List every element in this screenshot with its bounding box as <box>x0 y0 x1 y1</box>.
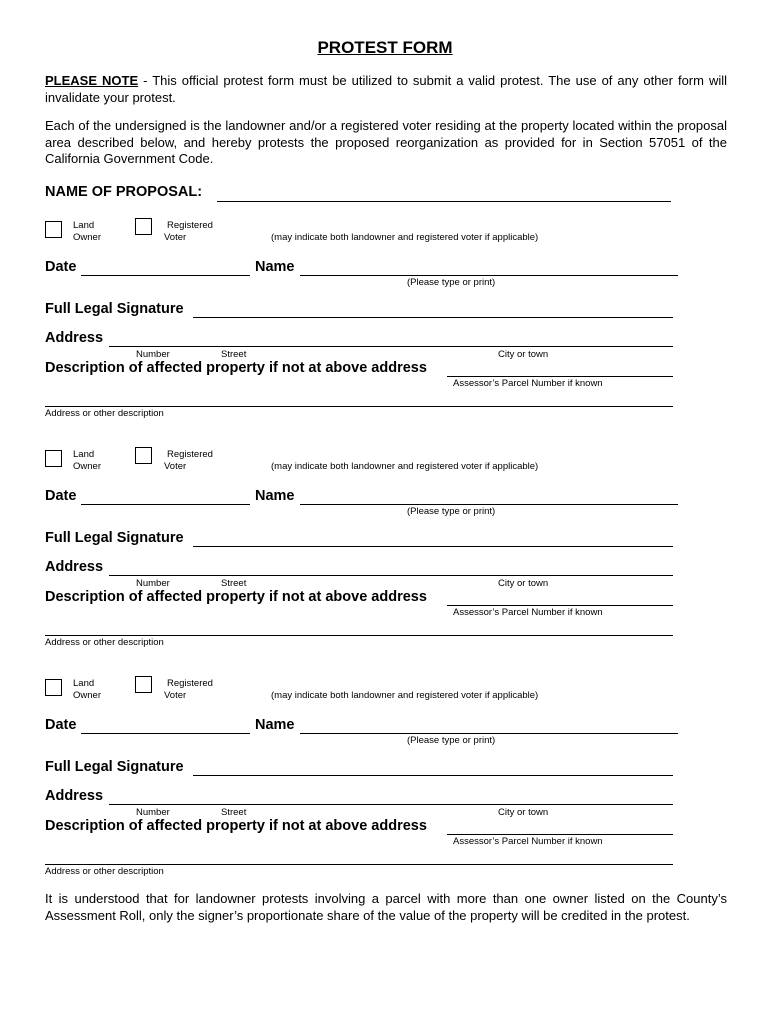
proposal-label: NAME OF PROPOSAL: <box>45 184 203 200</box>
name-hint: (Please type or print) <box>407 277 496 288</box>
date-label: Date <box>45 717 77 733</box>
parcel-number-field[interactable] <box>447 834 673 835</box>
description-label: Description of affected property if not at above address <box>45 360 427 376</box>
other-description-hint: Address or other description <box>45 637 164 648</box>
name-label: Name <box>255 717 295 733</box>
address-field[interactable] <box>109 575 673 576</box>
other-description-field[interactable] <box>45 864 673 865</box>
name-hint: (Please type or print) <box>407 735 496 746</box>
please-note-paragraph <box>45 73 727 106</box>
signature-label: Full Legal Signature <box>45 759 184 775</box>
form-title: PROTEST FORM <box>317 38 453 57</box>
name-field[interactable] <box>300 275 678 276</box>
date-field[interactable] <box>81 504 250 505</box>
registered-voter-label: Registered Voter <box>164 449 213 472</box>
land-owner-label: Land Owner <box>73 220 101 243</box>
land-owner-label: Land Owner <box>73 678 101 701</box>
street-hint: Street <box>221 807 247 818</box>
signature-label: Full Legal Signature <box>45 301 184 317</box>
land-owner-checkbox[interactable] <box>45 679 62 696</box>
signature-label: Full Legal Signature <box>45 530 184 546</box>
date-field[interactable] <box>81 275 250 276</box>
address-field[interactable] <box>109 346 673 347</box>
city-hint: City or town <box>498 578 549 589</box>
signature-field[interactable] <box>193 546 673 547</box>
parcel-hint: Assessor’s Parcel Number if known <box>453 836 603 847</box>
please-note-label: PLEASE NOTE <box>45 73 139 88</box>
signature-field[interactable] <box>193 317 673 318</box>
other-description-field[interactable] <box>45 406 673 407</box>
land-owner-checkbox[interactable] <box>45 221 62 238</box>
address-label: Address <box>45 788 104 804</box>
registered-voter-checkbox[interactable] <box>135 218 152 235</box>
description-label: Description of affected property if not at above address <box>45 589 427 605</box>
number-hint: Number <box>136 349 170 360</box>
street-hint: Street <box>221 349 247 360</box>
number-hint: Number <box>136 578 170 589</box>
both-note: (may indicate both landowner and registered voter if applicable) <box>271 690 539 701</box>
name-label: Name <box>255 259 295 275</box>
date-label: Date <box>45 259 77 275</box>
proposal-name-field[interactable] <box>217 201 671 202</box>
other-description-hint: Address or other description <box>45 408 164 419</box>
registered-voter-label: Registered Voter <box>164 220 213 243</box>
parcel-number-field[interactable] <box>447 376 673 377</box>
city-hint: City or town <box>498 349 549 360</box>
footer-paragraph: It is understood that for landowner protests involving a parcel with more than one owner listed on the County’s Assessment Roll, only the signer’s proportionate share of the value of the property will be credited in the protest. <box>45 891 727 923</box>
name-field[interactable] <box>300 504 678 505</box>
other-description-field[interactable] <box>45 635 673 636</box>
city-hint: City or town <box>498 807 549 818</box>
other-description-hint: Address or other description <box>45 866 164 877</box>
both-note: (may indicate both landowner and registered voter if applicable) <box>271 461 539 472</box>
address-label: Address <box>45 559 104 575</box>
parcel-hint: Assessor’s Parcel Number if known <box>453 607 603 618</box>
address-label: Address <box>45 330 104 346</box>
date-field[interactable] <box>81 733 250 734</box>
signature-field[interactable] <box>193 775 673 776</box>
name-hint: (Please type or print) <box>407 506 496 517</box>
both-note: (may indicate both landowner and registered voter if applicable) <box>271 232 539 243</box>
please-note-text: - This official protest form must be utilized to submit a valid protest. The use of any other form will invalidate your protest. <box>45 73 728 105</box>
street-hint: Street <box>221 578 247 589</box>
registered-voter-checkbox[interactable] <box>135 676 152 693</box>
address-field[interactable] <box>109 804 673 805</box>
description-label: Description of affected property if not at above address <box>45 818 427 834</box>
registered-voter-label: Registered Voter <box>164 678 213 701</box>
intro-paragraph: Each of the undersigned is the landowner and/or a registered voter residing at the property located within the proposal area described below, and hereby protests the proposed reorganization as provided for in Section 57051 of the California Government Code. <box>45 118 727 166</box>
date-label: Date <box>45 488 77 504</box>
parcel-hint: Assessor’s Parcel Number if known <box>453 378 603 389</box>
land-owner-label: Land Owner <box>73 449 101 472</box>
name-field[interactable] <box>300 733 678 734</box>
registered-voter-checkbox[interactable] <box>135 447 152 464</box>
land-owner-checkbox[interactable] <box>45 450 62 467</box>
parcel-number-field[interactable] <box>447 605 673 606</box>
name-label: Name <box>255 488 295 504</box>
number-hint: Number <box>136 807 170 818</box>
